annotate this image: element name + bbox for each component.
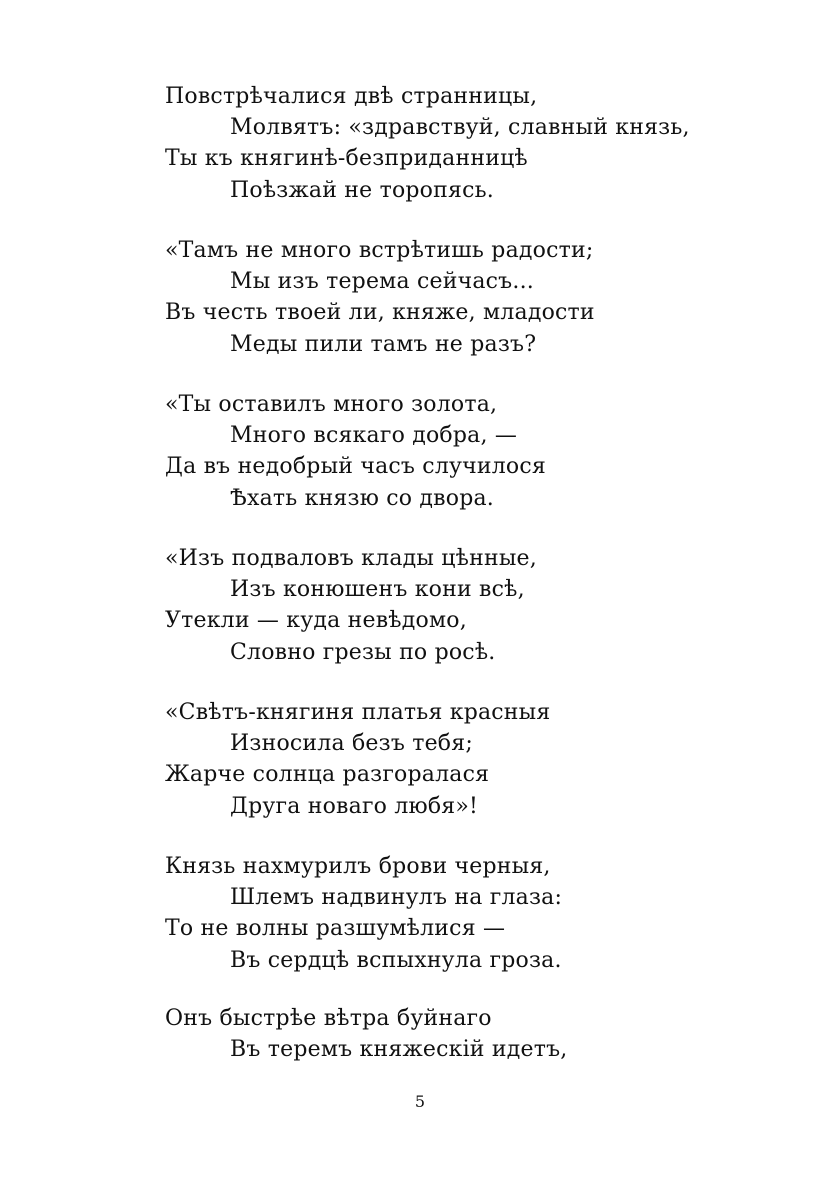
poem-line: Въ честь твоей ли, княже, младости [165,300,595,325]
poem-line: Меды пили тамъ не разъ? [230,332,537,357]
poem-line: Жарче солнца разгоралася [165,762,490,787]
poem-line: Въ теремъ княжескій идетъ, [230,1037,568,1062]
poem-line: «Ты оставилъ много золота, [165,392,498,417]
poem-line: То не волны разшумѣлися — [165,916,506,941]
poem-line: Словно грезы по росѣ. [230,640,496,665]
poem-line: Да въ недобрый часъ случилося [165,454,546,479]
poem-line: «Свѣтъ-княгиня платья красныя [165,700,551,725]
poem-line: Ты къ княгинѣ-безприданницѣ [165,146,528,171]
page-number: 5 [414,1092,426,1111]
poem-line: «Изъ подваловъ клады цѣнные, [165,546,537,571]
poem-line: Друга новаго любя»! [230,794,479,819]
poem-line: Утекли — куда невѣдомо, [165,608,467,633]
poem-line: Молвятъ: «здравствуй, славный князь, [230,115,690,140]
poem-line: «Тамъ не много встрѣтишь радости; [165,238,594,263]
poem-line: Князь нахмурилъ брови черныя, [165,854,551,879]
poem-line: Онъ быстрѣе вѣтра буйнаго [165,1006,492,1031]
poem-line: Много всякаго добра, — [230,423,518,448]
poem-line: Поѣзжай не торопясь. [230,178,494,203]
poem-line: Мы изъ терема сейчасъ... [230,269,534,294]
poem-line: Въ сердцѣ вспыхнула гроза. [230,948,562,973]
poem-line: Повстрѣчалися двѣ странницы, [165,84,538,109]
poem-line: Ѣхать князю со двора. [230,486,494,511]
poem-line: Изъ конюшенъ кони всѣ, [230,577,525,602]
poem-line: Шлемъ надвинулъ на глаза: [230,885,563,910]
poem-line: Износила безъ тебя; [230,731,473,756]
